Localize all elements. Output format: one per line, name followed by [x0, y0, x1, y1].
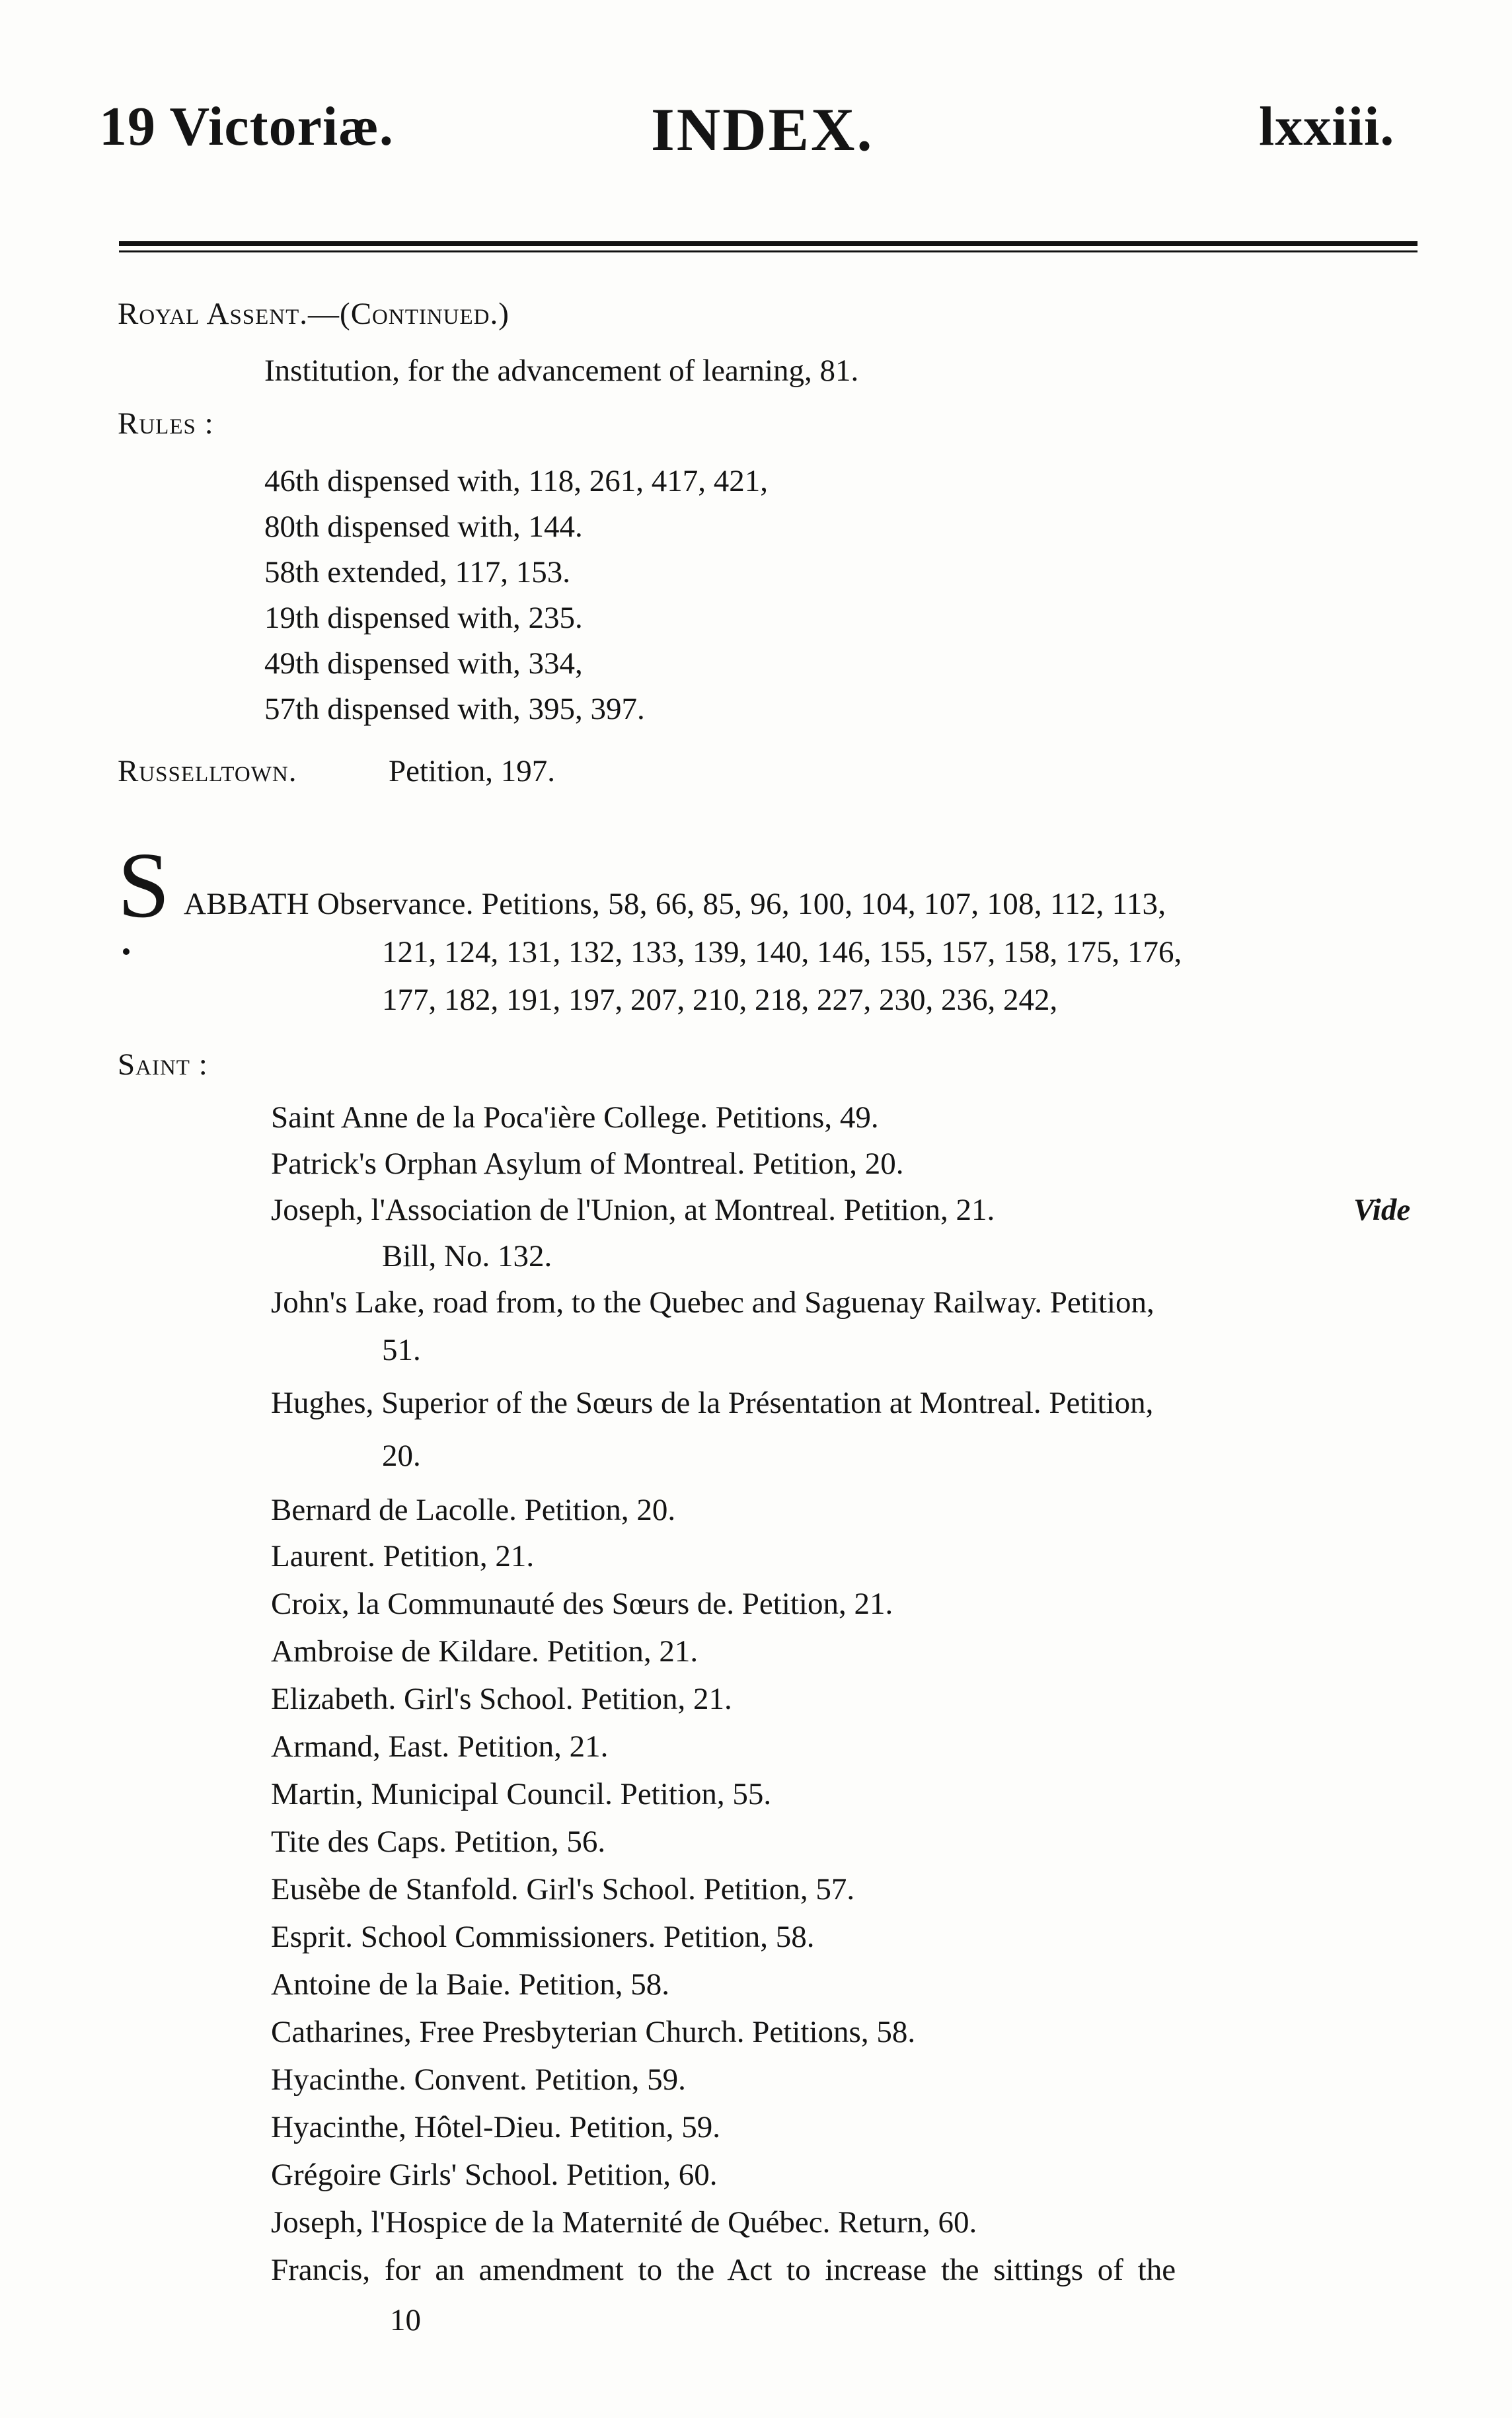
saint-item: Croix, la Communauté des Sœurs de. Petition, 21. [271, 1587, 893, 1621]
saint-item: Grégoire Girls' School. Petition, 60. [271, 2158, 718, 2192]
page-number-roman: lxxiii. [1259, 96, 1395, 157]
rules-item: 19th dispensed with, 235. [264, 601, 583, 635]
rules-item: 46th dispensed with, 118, 261, 417, 421, [264, 464, 768, 498]
saint-item-continuation: Bill, No. 132. [382, 1239, 552, 1273]
saint-heading: Saint : [118, 1047, 208, 1082]
rules-heading: Rules : [118, 406, 214, 441]
saint-item: Martin, Municipal Council. Petition, 55. [271, 1777, 772, 1811]
signature-mark: 10 [390, 2303, 421, 2337]
saint-item: Catharines, Free Presbyterian Church. Petitions, 58. [271, 2015, 916, 2049]
sabbath-line: 121, 124, 131, 132, 133, 139, 140, 146, 155, 157, 158, 175, 176, [382, 935, 1182, 969]
sabbath-line: ABBATH Observance. Petitions, 58, 66, 85, 96, 100, 104, 107, 108, 112, 113, [184, 887, 1166, 921]
saint-item: Ambroise de Kildare. Petition, 21. [271, 1634, 699, 1669]
saint-item: Saint Anne de la Poca'ière College. Petitions, 49. [271, 1100, 879, 1135]
royal-assent-heading: Royal Assent.—(Continued.) [118, 297, 510, 331]
saint-item: Hughes, Superior of the Sœurs de la Présentation at Montreal. Petition, [271, 1386, 1154, 1420]
vide-reference: Vide [1353, 1193, 1411, 1227]
saint-item: Hyacinthe, Hôtel-Dieu. Petition, 59. [271, 2110, 721, 2144]
rules-item: 49th dispensed with, 334, [264, 646, 583, 681]
rules-item: 80th dispensed with, 144. [264, 510, 583, 544]
saint-item: Hyacinthe. Convent. Petition, 59. [271, 2062, 686, 2097]
saint-item: Esprit. School Commissioners. Petition, 58. [271, 1920, 815, 1954]
sabbath-initial: S [118, 833, 170, 937]
saint-item-continuation: 51. [382, 1333, 421, 1367]
saint-item: Tite des Caps. Petition, 56. [271, 1825, 606, 1859]
rules-item: 58th extended, 117, 153. [264, 555, 570, 589]
saint-item: Francis, for an amendment to the Act to increase the sittings of the [271, 2253, 1176, 2287]
sabbath-line: 177, 182, 191, 197, 207, 210, 218, 227, 230, 236, 242, [382, 983, 1058, 1017]
saint-item: Armand, East. Petition, 21. [271, 1729, 609, 1764]
saint-item: Joseph, l'Association de l'Union, at Montreal. Petition, 21. [271, 1193, 995, 1227]
saint-item: Bernard de Lacolle. Petition, 20. [271, 1493, 676, 1527]
saint-item: Patrick's Orphan Asylum of Montreal. Petition, 20. [271, 1147, 904, 1181]
header-rule-thin [119, 250, 1418, 252]
saint-item: John's Lake, road from, to the Quebec and Saguenay Railway. Petition, [271, 1285, 1154, 1320]
saint-item: Laurent. Petition, 21. [271, 1539, 535, 1573]
saint-item: Antoine de la Baie. Petition, 58. [271, 1967, 670, 2002]
rules-item: 57th dispensed with, 395, 397. [264, 692, 645, 726]
running-head-left: 19 Victoriæ. [99, 96, 394, 157]
saint-item: Joseph, l'Hospice de la Maternité de Québec. Return, 60. [271, 2205, 977, 2240]
royal-assent-item: Institution, for the advancement of learning, 81. [264, 354, 859, 388]
saint-item-continuation: 20. [382, 1439, 421, 1473]
russelltown-text: Petition, 197. [389, 754, 555, 788]
bullet-mark [123, 948, 130, 955]
saint-item: Elizabeth. Girl's School. Petition, 21. [271, 1682, 732, 1716]
russelltown-heading: Russelltown. [118, 754, 297, 788]
saint-item: Eusèbe de Stanfold. Girl's School. Petition, 57. [271, 1872, 855, 1907]
header-rule-thick [119, 241, 1418, 246]
running-head-title: INDEX. [651, 96, 874, 163]
